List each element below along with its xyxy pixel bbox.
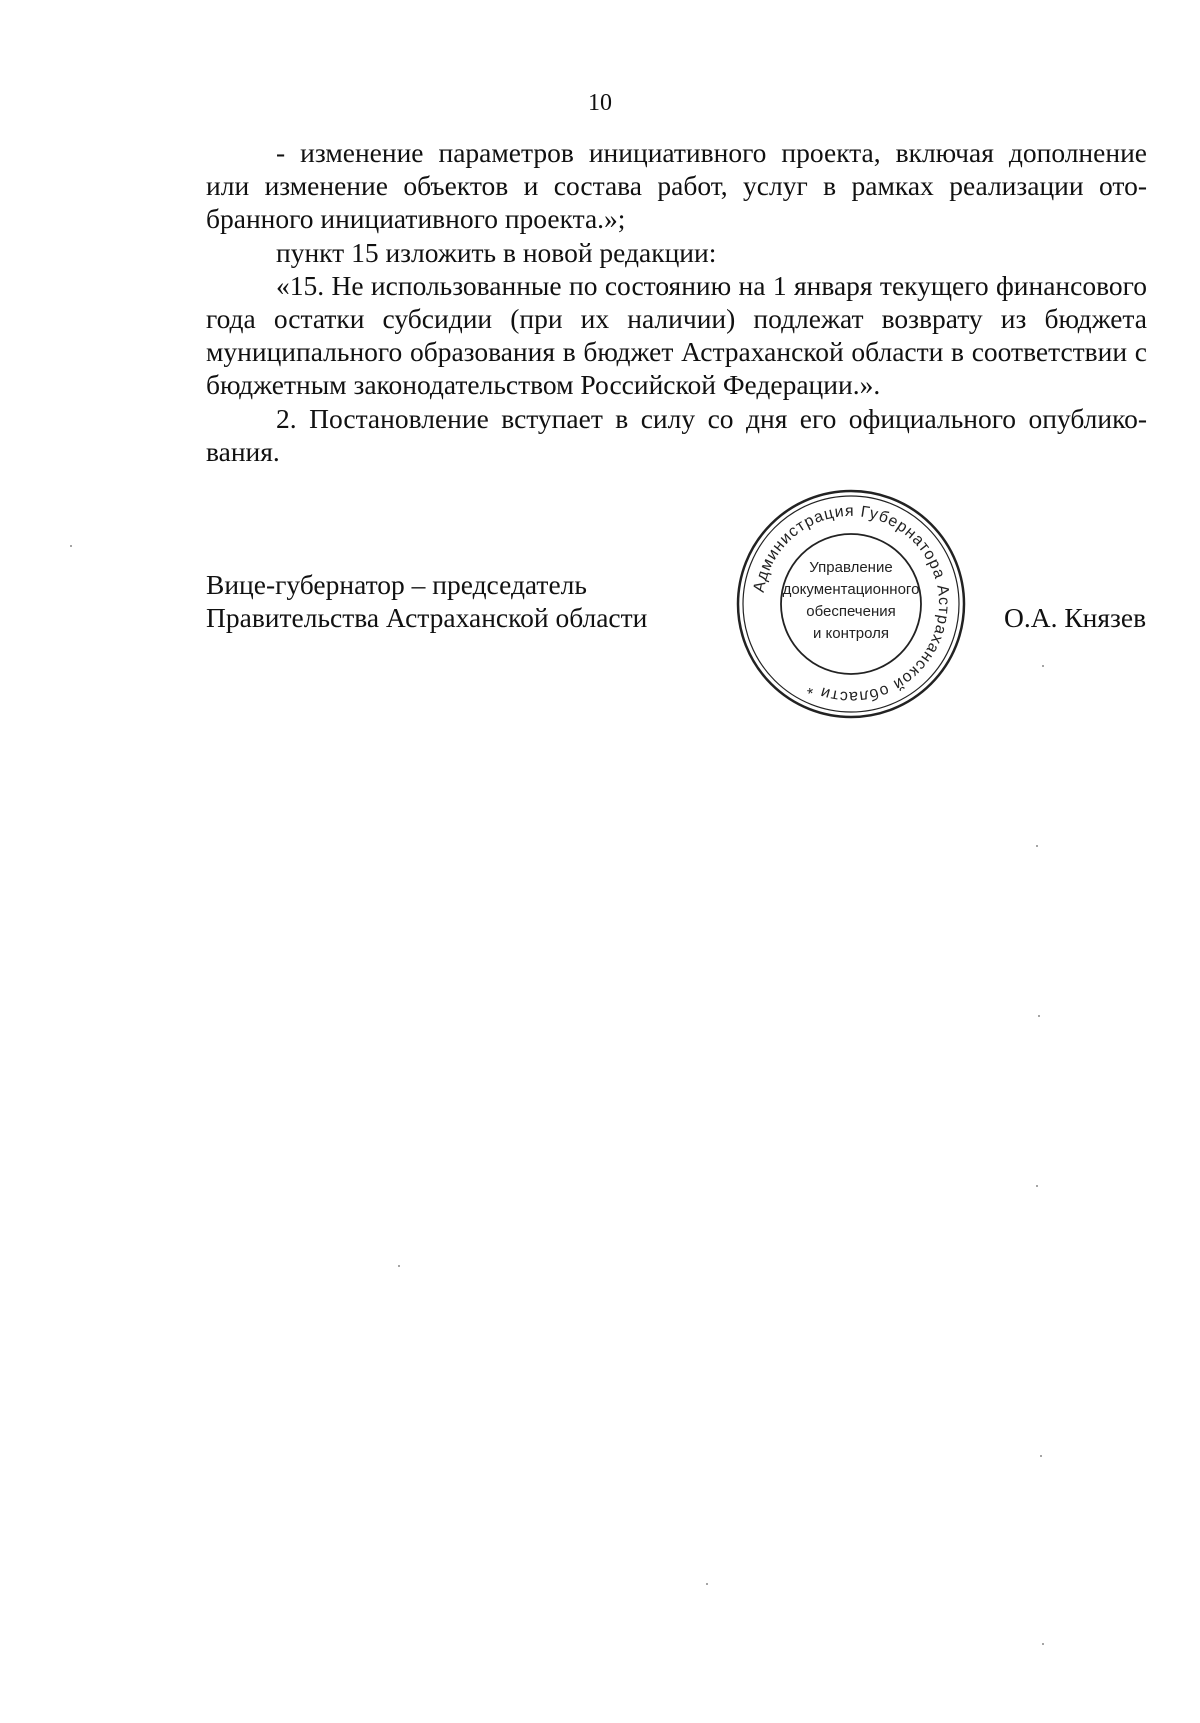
official-stamp (735, 488, 967, 720)
document-body (206, 136, 1147, 468)
scan-speck (706, 1583, 708, 1585)
paragraph-item-15-text: «15. Не использованные по состоянию на 1 января текущего финансового года остатки субсидии (при их наличии) подлежат возврату из бюджета муниципального образования в бюджет Астраханской области в соответствии с бюджетным законодательством Российской Федерации.». (206, 269, 1147, 401)
scan-speck (1040, 1455, 1042, 1457)
page-number: 10 (588, 90, 612, 116)
scan-speck (1036, 845, 1038, 847)
scan-speck (1038, 1015, 1040, 1017)
paragraph-change-parameters: - изменение параметров инициативного проекта, включая дополнение или изменение объектов и состава работ, услуг в рамках реализации отобранного инициативного проекта.»; (206, 137, 1147, 235)
signatory-position-line-1: Вице-губернатор – председатель (206, 569, 587, 600)
signatory-name: О.А. Князев (1004, 602, 1147, 633)
signatory-position (206, 568, 647, 634)
paragraph-item-15-intro: пункт 15 изложить в новой редакции: (276, 236, 717, 268)
scan-speck (1042, 1643, 1044, 1645)
scan-speck (1036, 1185, 1038, 1187)
stamp-inner-line-1: Управление (809, 559, 893, 576)
scan-speck (398, 1265, 400, 1267)
scan-speck (1042, 665, 1044, 667)
stamp-ring-text: Администрация Губернатора Астраханской области * (750, 502, 953, 706)
paragraph-entry-into-force: 2. Постановление вступает в силу со дня его официального опубликования. (206, 402, 1147, 467)
scan-speck (70, 545, 72, 547)
stamp-inner-line-2: документационного (782, 581, 920, 598)
signatory-position-line-2: Правительства Астраханской области (206, 602, 648, 633)
stamp-inner-line-4: и контроля (812, 625, 890, 642)
stamp-inner-line-3: обеспечения (806, 603, 896, 620)
stamp-seal-graphic (735, 488, 967, 720)
